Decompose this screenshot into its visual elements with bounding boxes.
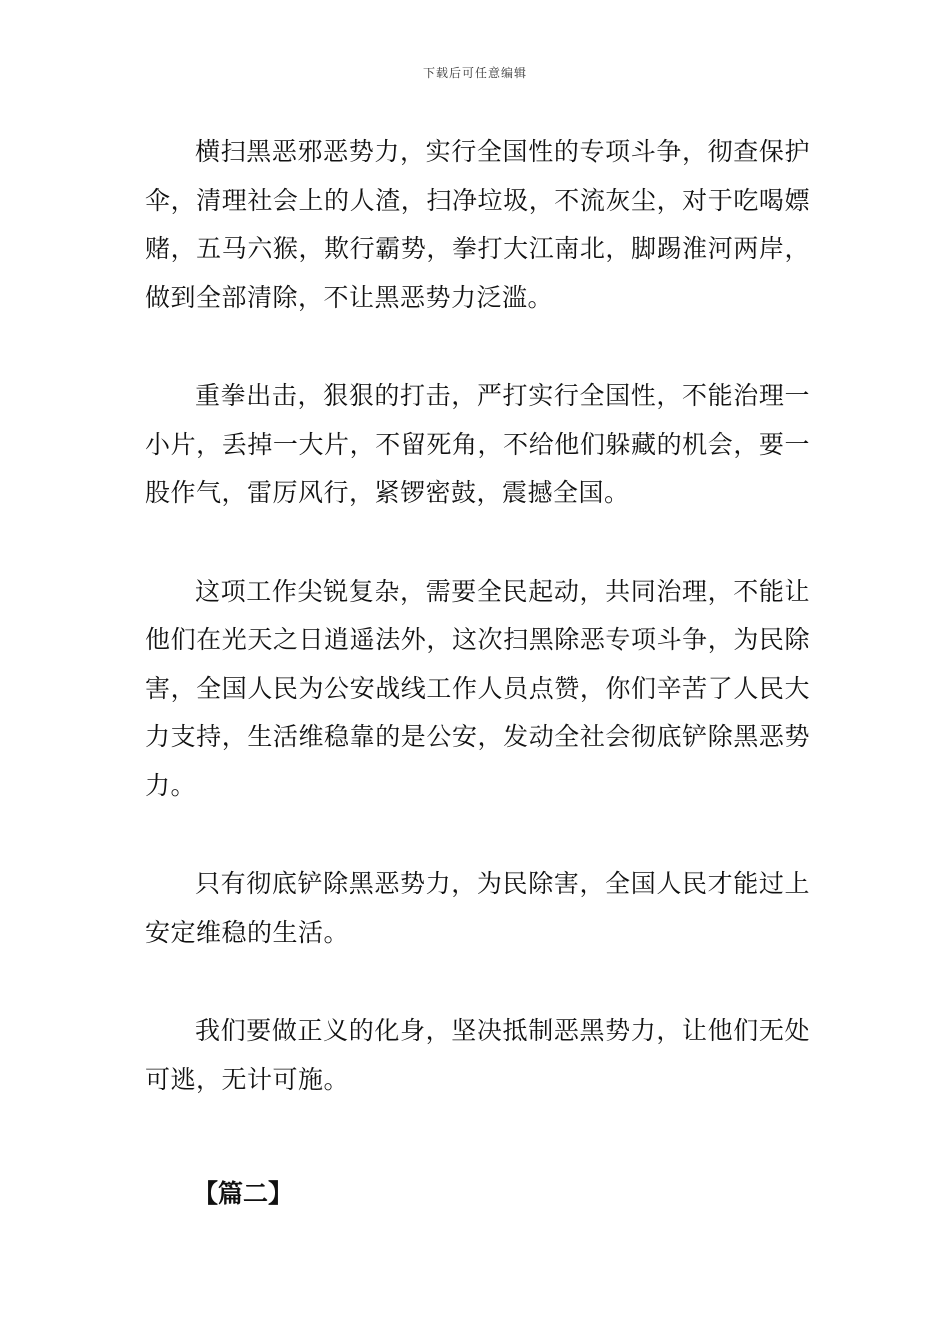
section-heading: 【篇二】 (193, 1179, 294, 1208)
paragraph-1: 横扫黑恶邪恶势力，实行全国性的专项斗争，彻查保护伞，清理社会上的人渣，扫净垃圾，不流灰尘，对于吃喝嫖赌，五马六猴，欺行霸势，拳打大江南北，脚踢淮河两岸，做到全部清除，不让黑恶势力泛滥。 (145, 137, 810, 312)
paragraph-2: 重拳出击，狠狠的打击，严打实行全国性，不能治理一小片，丢掉一大片，不留死角，不给他们躲藏的机会，要一股作气，雷厉风行，紧锣密鼓，震撼全国。 (145, 381, 810, 507)
document-body (145, 128, 810, 1154)
page-header-note: 下载后可任意编辑 (422, 66, 527, 80)
paragraph-5: 我们要做正义的化身，坚决抵制恶黑势力，让他们无处可逃，无计可施。 (145, 1016, 810, 1094)
paragraph-4: 只有彻底铲除黑恶势力，为民除害，全国人民才能过上安定维稳的生活。 (145, 869, 810, 947)
paragraph-3: 这项工作尖锐复杂，需要全民起动，共同治理，不能让他们在光天之日逍遥法外，这次扫黑除恶专项斗争，为民除害，全国人民为公安战线工作人员点赞，你们辛苦了人民大力支持，生活维稳靠的是公安，发动全社会彻底铲除黑恶势力。 (145, 576, 810, 800)
